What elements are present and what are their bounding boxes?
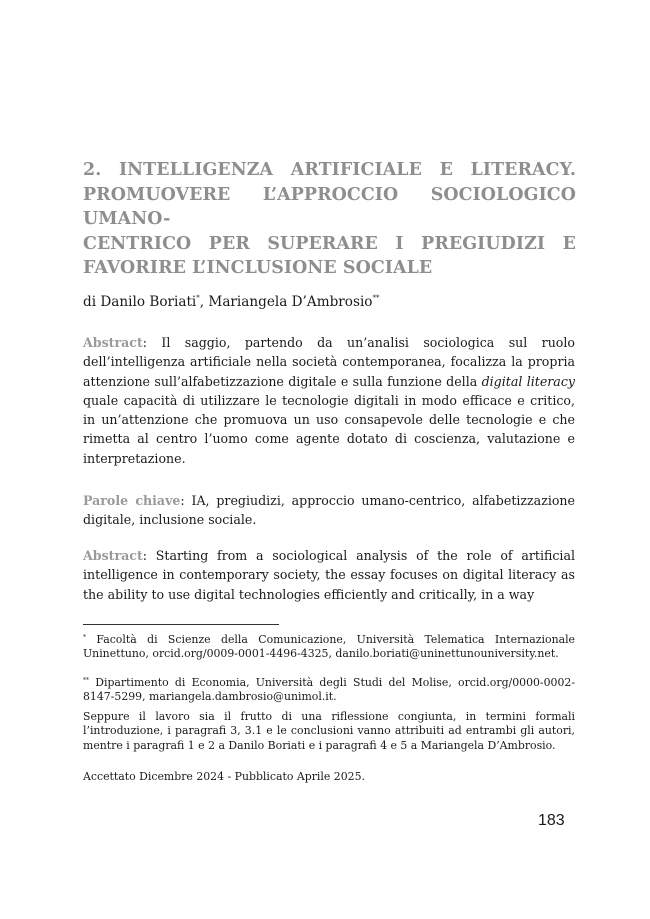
abstract-label: Abstract — [83, 335, 143, 350]
authors-line — [83, 289, 379, 311]
author-1: di Danilo Boriati — [83, 294, 197, 310]
page-number: 183 — [538, 812, 565, 829]
chapter-title — [83, 158, 576, 281]
publication-dates: Accettato Dicembre 2024 - Pubblicato Aprile 2025. — [83, 770, 365, 783]
title-line: FAVORIRE L’INCLUSIONE SOCIALE — [83, 258, 433, 278]
footnote-1 — [83, 631, 575, 662]
title-line: CENTRICO PER SUPERARE I PREGIUDIZI E — [83, 233, 576, 254]
abstract-italic-term: digital literacy — [481, 373, 575, 389]
footnote-2 — [83, 674, 575, 705]
abstract-en-text: : Starting from a sociological analysis of the role of artificial intelligence in contemporary society, the essay focuses on digital literacy as the ability to use digital technologies efficiently and critically, in a way — [83, 548, 575, 602]
footnote-2-text: Dipartimento di Economia, Università degli Studi del Molise, orcid.org/0000-0002-8147-5299, mariangela.dambrosio@unimol.it. — [83, 676, 575, 704]
footnote-1-mark: * — [83, 634, 86, 641]
keywords-label: Parole chiave — [83, 493, 181, 508]
abstract-text: : Il saggio, partendo da un’analisi sociologica sul ruolo dell’intelligenza artificiale nella società contemporanea, focalizza la propria attenzione sull’alfabetizzazione digitale e sulla funzione della — [83, 335, 575, 389]
authorship-note: Seppure il lavoro sia il frutto di una riflessione congiunta, in termini formali l’introduzione, i paragrafi 3, 3.1 e le conclusioni vanno attribuiti ad entrambi gli autori, mentre i paragrafi 1 e 2 a Danilo Boriati e i paragrafi 4 e 5 a Mariangela D’Ambrosio. — [83, 710, 575, 752]
footnote-divider — [83, 624, 279, 625]
abstract-text-cont: quale capacità di utilizzare le tecnologie digitali in modo efficace e critico, in un’attenzione che promuova un uso consapevole delle tecnologie e che rimetta al centro l’uomo come agente dotato di coscienza, valutazione e interpretazione. — [83, 392, 575, 466]
title-line: PROMUOVERE L’APPROCCIO SOCIOLOGICO UMANO- — [83, 184, 576, 229]
footnote-mark-2: ** — [372, 294, 380, 302]
keywords-text: : IA, pregiudizi, approccio umano-centrico, alfabetizzazione digitale, inclusione sociale. — [83, 493, 576, 528]
title-line: 2. INTELLIGENZA ARTIFICIALE E LITERACY. — [83, 160, 576, 180]
abstract-en-label: Abstract — [83, 548, 143, 563]
abstract-english — [83, 546, 575, 604]
abstract-italian — [83, 333, 575, 468]
footnote-2-mark: ** — [83, 677, 89, 684]
footnote-mark-1: * — [196, 294, 200, 302]
keywords — [83, 491, 575, 530]
author-2: , Mariangela D’Ambrosio — [199, 294, 373, 310]
footnote-1-text: Facoltà di Scienze della Comunicazione, Università Telematica Internazionale Uninettuno, orcid.org/0009-0001-4496-4325, danilo.boriati@uninettunouniversity.net. — [83, 633, 575, 661]
